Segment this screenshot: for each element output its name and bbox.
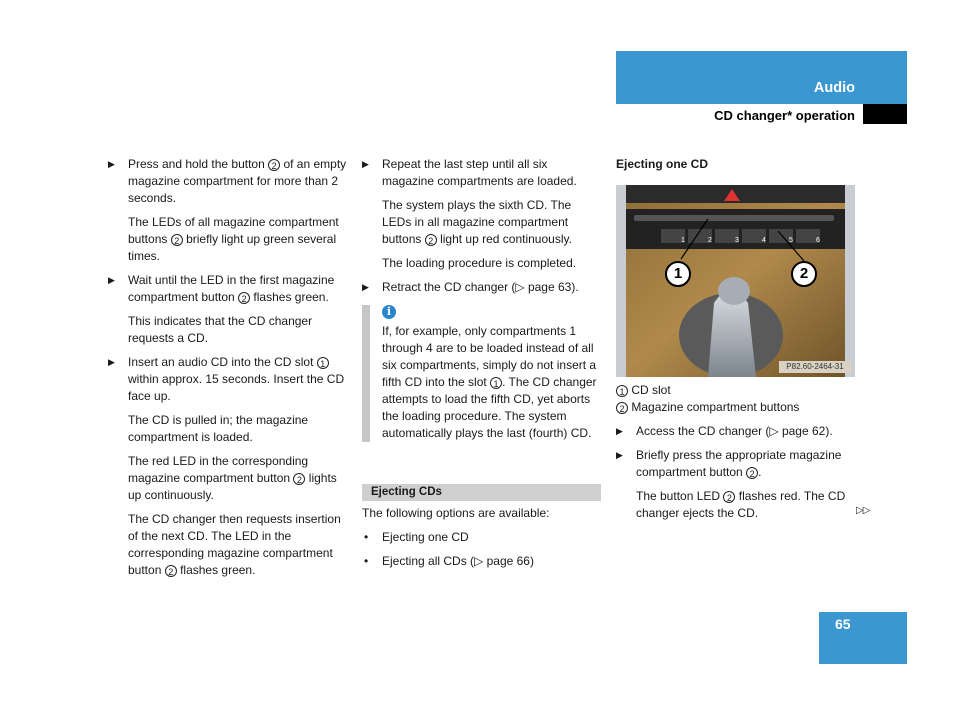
- callout-2-icon: 2: [746, 467, 758, 479]
- photo-callout-2: 2: [799, 265, 809, 282]
- paragraph: The system plays the sixth CD. The LEDs in all magazine compartment buttons 2 light up red continuously.: [382, 198, 572, 246]
- bullet-dot-icon: •: [364, 554, 369, 568]
- step-2: ▶ Wait until the LED in the first magazine compartment button 2 flashes green.: [108, 273, 335, 304]
- photo-button-label: 4: [762, 237, 766, 244]
- photo-button-label: 2: [708, 237, 712, 244]
- section-title: Audio: [813, 80, 855, 96]
- legend-item-1: 1 CD slot: [616, 382, 861, 399]
- triangle-bullet-icon: ▶: [362, 282, 369, 292]
- column-2: [362, 156, 602, 296]
- heading-ejecting-one-cd: Ejecting one CD: [616, 157, 709, 171]
- subsection-title: CD changer* operation: [714, 108, 855, 123]
- section-heading-ejecting-cds: Ejecting CDs: [362, 484, 601, 501]
- photo-callout-1: 1: [673, 265, 683, 282]
- triangle-bullet-icon: ▶: [108, 275, 115, 285]
- callout-2-icon: 2: [268, 159, 280, 171]
- callout-2-icon: 2: [616, 402, 628, 414]
- paragraph: This indicates that the CD changer requests a CD.: [128, 314, 313, 345]
- info-icon: i: [382, 305, 396, 319]
- photo-code: P82.60-2464-31: [786, 362, 844, 371]
- page-number-box: [819, 612, 907, 664]
- triangle-bullet-icon: ▶: [362, 159, 369, 169]
- step-5: ▶ Retract the CD changer (▷ page 63).: [362, 280, 579, 294]
- paragraph: The CD is pulled in; the magazine compartment is loaded.: [128, 413, 309, 444]
- column-3: [616, 382, 861, 522]
- callout-2-icon: 2: [425, 234, 437, 246]
- bullet-item: • Ejecting one CD: [364, 530, 469, 544]
- triangle-bullet-icon: ▶: [616, 426, 623, 436]
- triangle-bullet-icon: ▶: [616, 450, 623, 460]
- ejecting-options: [362, 505, 602, 570]
- note-text: If, for example, only compartments 1 through 4 are to be loaded instead of all six compartments, simply do not insert a fifth CD into the slot 1 . The CD changer attempts to load the fifth CD, yet aborts the loading procedure. The system automatically plays the last (fourth) CD.: [382, 324, 597, 440]
- triangle-bullet-icon: ▶: [108, 159, 115, 169]
- photo-button-label: 5: [789, 237, 793, 244]
- options-intro: The following options are available:: [362, 506, 550, 520]
- paragraph: The loading procedure is completed.: [382, 256, 577, 270]
- legend-item-2: 2 Magazine compartment buttons: [616, 399, 861, 416]
- continued-arrows-icon: ▷▷: [856, 505, 870, 516]
- callout-1-icon: 1: [616, 385, 628, 397]
- bullet-item: • Ejecting all CDs (▷ page 66): [364, 554, 534, 568]
- page-number: 65: [835, 616, 851, 632]
- cd-changer-photo: [616, 185, 855, 377]
- photo-button-label: 3: [735, 237, 739, 244]
- info-note: [362, 305, 602, 442]
- callout-1-icon: 1: [490, 377, 502, 389]
- paragraph: The CD changer then requests insertion of the next CD. The LED in the corresponding magazine compartment button 2 flashes green.: [128, 512, 341, 577]
- header-band: [616, 51, 907, 104]
- step-1: ▶ Press and hold the button 2 of an empty magazine compartment for more than 2 seconds.: [108, 157, 347, 205]
- paragraph: The button LED 2 flashes red. The CD changer ejects the CD.: [636, 489, 846, 520]
- step-6: ▶ Access the CD changer (▷ page 62).: [616, 424, 833, 438]
- callout-2-icon: 2: [723, 491, 735, 503]
- triangle-bullet-icon: ▶: [108, 357, 115, 367]
- paragraph: The LEDs of all magazine compartment buttons 2 briefly light up green several times.: [128, 215, 339, 263]
- step-7: ▶ Briefly press the appropriate magazine compartment button 2 .: [616, 448, 842, 479]
- header-black-tab: [863, 104, 907, 124]
- photo-button-label: 1: [681, 237, 685, 244]
- bullet-dot-icon: •: [364, 530, 369, 544]
- step-4: ▶ Repeat the last step until all six magazine compartments are loaded.: [362, 157, 577, 188]
- cd-changer-photo-illustration: [616, 185, 855, 377]
- paragraph: The red LED in the corresponding magazine compartment button 2 lights up continuously.: [128, 454, 337, 502]
- column-1: [108, 156, 348, 579]
- callout-1-icon: 1: [317, 357, 329, 369]
- callout-2-icon: 2: [293, 473, 305, 485]
- callout-2-icon: 2: [238, 292, 250, 304]
- step-3: ▶ Insert an audio CD into the CD slot 1 within approx. 15 seconds. Insert the CD face up.: [108, 355, 345, 403]
- callout-2-icon: 2: [171, 234, 183, 246]
- photo-button-label: 6: [816, 237, 820, 244]
- callout-2-icon: 2: [165, 565, 177, 577]
